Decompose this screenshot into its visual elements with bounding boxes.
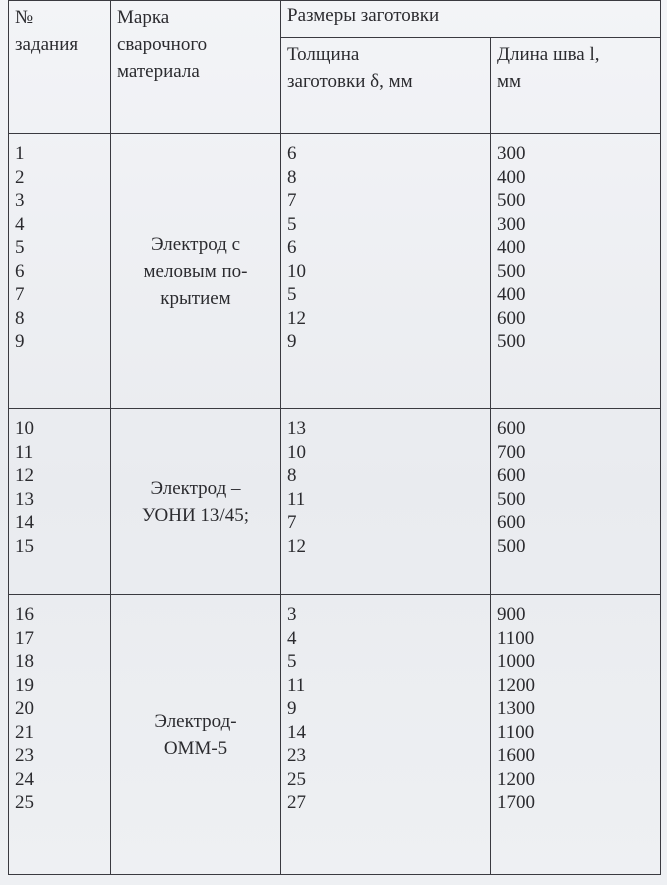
seam-length-value: 1100 [497,627,535,649]
header-thickness-line: заготовки δ, мм [287,71,413,92]
table-row [9,409,661,595]
material-line: меловым по- [143,260,248,282]
task-number: 6 [15,260,25,282]
thickness-value: 7 [287,512,297,533]
table-row [9,595,661,875]
seam-length-value: 1600 [497,745,535,766]
thickness-cell [281,134,491,409]
seam-length-value: 600 [497,512,526,533]
header-seam-length [491,38,661,134]
material-line: ОММ-5 [163,737,228,759]
seam-length-value: 400 [497,284,526,305]
thickness-value: 11 [287,488,306,510]
task-number: 3 [15,190,25,211]
material-line: УОНИ 13/45; [142,504,249,526]
header-material [111,1,281,134]
task-number: 5 [15,237,25,258]
seam-length-value: 500 [497,331,526,352]
task-number: 8 [15,307,25,329]
thickness-value: 12 [287,307,306,329]
thickness-value: 12 [287,535,306,557]
thickness-value: 13 [287,418,306,439]
seam-length-value: 500 [497,260,526,282]
thickness-value: 5 [287,213,297,235]
header-row-top [9,1,661,38]
thickness-value: 6 [287,237,297,258]
material-cell [111,595,281,875]
seam-length-value: 600 [497,418,526,439]
seam-length-value: 400 [497,166,526,188]
seam-length-value: 700 [497,441,526,463]
task-number: 20 [15,698,34,719]
thickness-value: 27 [287,792,306,813]
seam-length-value: 900 [497,604,526,625]
task-number: 16 [15,604,34,625]
material-cell [111,409,281,595]
task-number: 9 [15,331,25,352]
thickness-value: 9 [287,698,297,719]
task-number: 21 [15,721,34,743]
material-cell [111,134,281,409]
seam-length-value: 300 [497,143,526,164]
task-number: 13 [15,488,34,510]
task-number: 14 [15,512,34,533]
header-task-number-line: задания [15,34,79,55]
thickness-value: 11 [287,674,306,696]
thickness-value: 9 [287,331,297,352]
thickness-cell [281,595,491,875]
seam-length-value: 500 [497,488,526,510]
task-number-cell [9,134,111,409]
thickness-value: 23 [287,745,306,766]
task-number: 7 [15,284,25,305]
seam-length-cell [491,595,661,875]
task-number: 25 [15,792,34,813]
task-number: 19 [15,674,34,696]
task-number-cell [9,409,111,595]
header-seam-length-line: мм [497,71,522,92]
seam-length-value: 1300 [497,698,535,719]
seam-length-value: 600 [497,307,526,329]
header-task-number-line: № [15,7,34,28]
thickness-value: 7 [287,190,297,211]
seam-length-value: 1100 [497,721,535,743]
thickness-value: 25 [287,768,306,790]
header-material-line: Марка [117,7,170,28]
task-number: 2 [15,166,25,188]
thickness-value: 8 [287,166,297,188]
header-task-number [9,1,111,134]
seam-length-value: 1000 [497,651,535,672]
header-seam-length-line: Длина шва l, [497,44,600,65]
seam-length-value: 500 [497,535,526,557]
header-material-line: сварочного [117,34,208,55]
task-number: 18 [15,651,34,672]
header-thickness-line: Толщина [287,44,360,65]
task-number: 10 [15,418,34,439]
task-number-cell [9,595,111,875]
thickness-value: 3 [287,604,297,625]
material-line: крытием [160,287,231,309]
thickness-value: 10 [287,441,306,463]
seam-length-value: 400 [497,237,526,258]
seam-length-value: 300 [497,213,526,235]
seam-length-value: 500 [497,190,526,211]
thickness-value: 14 [287,721,306,743]
seam-length-value: 1200 [497,674,535,696]
task-number: 15 [15,535,34,557]
task-number: 12 [15,465,34,486]
task-number: 24 [15,768,34,790]
seam-length-value: 1700 [497,792,535,813]
task-number: 4 [15,213,25,235]
thickness-value: 6 [287,143,297,164]
header-blank-sizes: Размеры заготовки [281,1,661,38]
header-thickness [281,38,491,134]
seam-length-value: 600 [497,465,526,486]
thickness-value: 5 [287,651,297,672]
table-row [9,134,661,409]
thickness-value: 8 [287,465,297,486]
task-number: 17 [15,627,34,649]
seam-length-value: 1200 [497,768,535,790]
material-line: Электрод – [150,477,241,499]
thickness-value: 5 [287,284,297,305]
table-body [9,1,661,875]
thickness-value: 10 [287,260,306,282]
task-number: 1 [15,143,25,164]
seam-length-cell [491,134,661,409]
thickness-cell [281,409,491,595]
material-line: Электрод- [154,710,237,732]
thickness-value: 4 [287,627,297,649]
task-number: 11 [15,441,34,463]
task-number: 23 [15,745,34,766]
welding-task-table [8,0,661,875]
material-line: Электрод с [150,233,241,255]
seam-length-cell [491,409,661,595]
header-material-line: материала [117,61,200,82]
